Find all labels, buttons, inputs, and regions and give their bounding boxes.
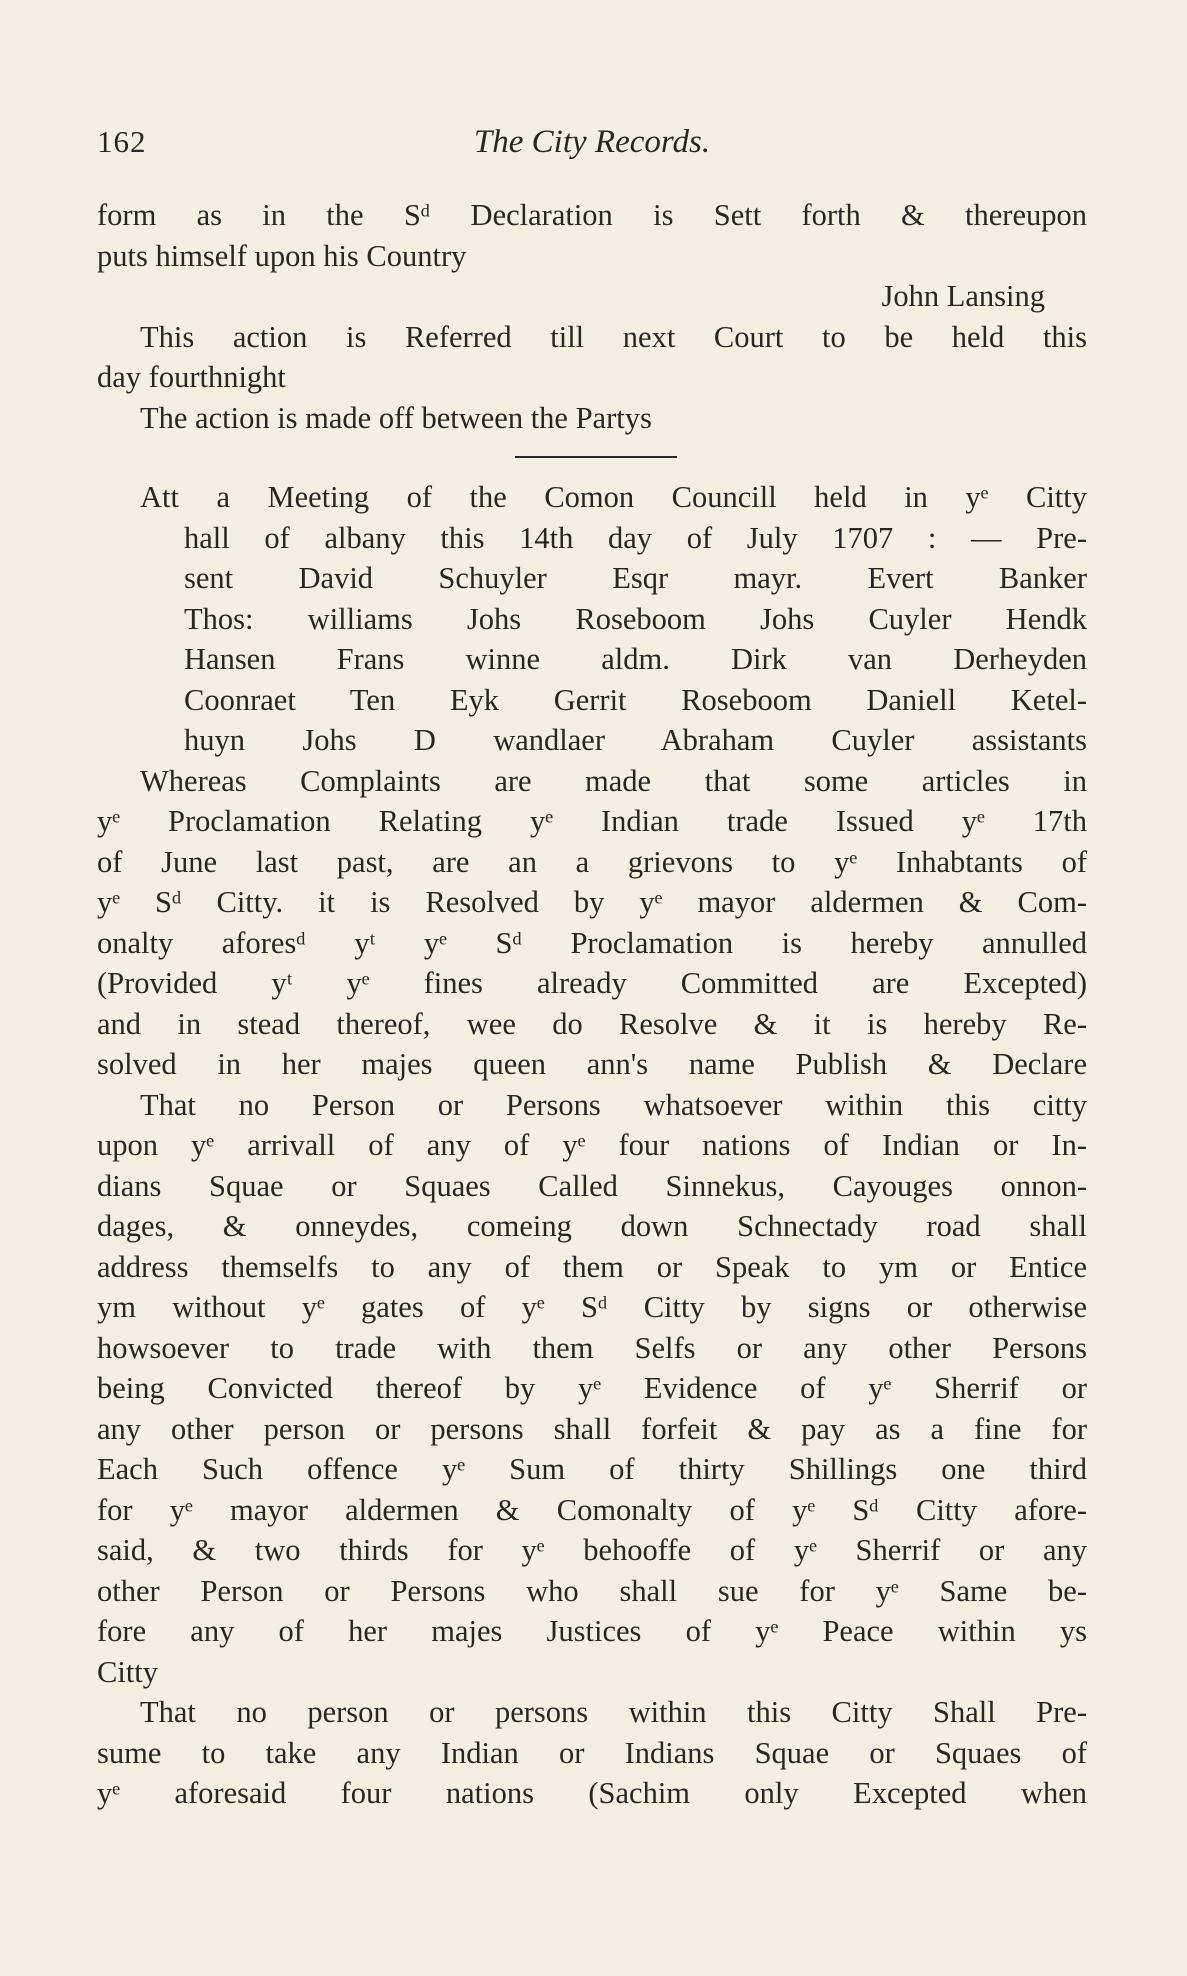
signature-line: John Lansing xyxy=(881,279,1045,313)
text-line: That no Person or Persons whatsoever within this citty xyxy=(140,1087,1087,1122)
text-line: yᵉ Sᵈ Citty. it is Resolved by yᵉ mayor aldermen & Com- xyxy=(97,885,1087,919)
text-line: any other person or persons shall forfeit & pay as a fine for xyxy=(97,1411,1087,1446)
text-line: puts himself upon his Country xyxy=(97,238,467,273)
text-line: address themselfs to any of them or Speak to ym or Entice xyxy=(97,1249,1087,1284)
text-line: Each Such offence yᵉ Sum of thirty Shillings one third xyxy=(97,1452,1087,1486)
text-line: form as in the Sᵈ Declaration is Sett forth & thereupon xyxy=(97,198,1087,232)
text-line: The action is made off between the Partys xyxy=(140,400,652,435)
text-line: ym without yᵉ gates of yᵉ Sᵈ Citty by signs or otherwise xyxy=(97,1290,1087,1324)
text-line: of June last past, are an a grievons to yᵉ Inhabtants of xyxy=(97,844,1087,879)
text-line: other Person or Persons who shall sue for yᵉ Same be- xyxy=(97,1573,1087,1608)
text-line: yᵉ Proclamation Relating yᵉ Indian trade Issued yᵉ 17th xyxy=(97,804,1087,838)
text-line: Citty xyxy=(97,1654,159,1689)
text-line: dages, & onneydes, comeing down Schnectady road shall xyxy=(97,1209,1087,1243)
text-line: That no person or persons within this Citty Shall Pre- xyxy=(140,1695,1087,1729)
running-title: The City Records. xyxy=(473,124,711,160)
text-line: Hansen Frans winne aldm. Dirk van Derheyden xyxy=(184,642,1087,676)
text-line: (Provided yᵗ yᵉ fines already Committed are Excepted) xyxy=(97,966,1087,1000)
text-line: hall of albany this 14th day of July 1707 : — Pre- xyxy=(184,520,1087,555)
text-line: and in stead thereof, wee do Resolve & it is hereby Re- xyxy=(97,1006,1087,1041)
text-line: Coonraet Ten Eyk Gerrit Roseboom Daniell Ketel- xyxy=(184,682,1087,717)
court-entry xyxy=(97,195,1087,438)
text-line: Att a Meeting of the Comon Councill held in yᵉ Citty xyxy=(140,480,1087,514)
text-line: sume to take any Indian or Indians Squae or Squaes of xyxy=(97,1735,1087,1770)
text-line: solved in her majes queen ann's name Publish & Declare xyxy=(97,1047,1087,1081)
text-line: dians Squae or Squaes Called Sinnekus, Cayouges onnon- xyxy=(97,1168,1087,1203)
council-minutes xyxy=(97,477,1087,1814)
text-line: sent David Schuyler Esqr mayr. Evert Banker xyxy=(184,561,1087,595)
page-number: 162 xyxy=(97,124,147,159)
text-line: being Convicted thereof by yᵉ Evidence of yᵉ Sherrif or xyxy=(97,1371,1087,1405)
text-line: huyn Johs D wandlaer Abraham Cuyler assistants xyxy=(184,723,1087,757)
text-line: upon yᵉ arrivall of any of yᵉ four nations of Indian or In- xyxy=(97,1128,1087,1162)
text-line: yᵉ aforesaid four nations (Sachim only Excepted when xyxy=(97,1776,1087,1810)
text-line: fore any of her majes Justices of yᵉ Peace within ys xyxy=(97,1614,1087,1648)
page-header xyxy=(97,124,1087,174)
text-line: onalty aforesᵈ yᵗ yᵉ Sᵈ Proclamation is hereby annulled xyxy=(97,925,1087,960)
text-line: said, & two thirds for yᵉ behooffe of yᵉ Sherrif or any xyxy=(97,1533,1087,1567)
text-line: day fourthnight xyxy=(97,360,286,394)
text-line: This action is Referred till next Court to be held this xyxy=(140,319,1087,354)
text-line: howsoever to trade with them Selfs or any other Persons xyxy=(97,1330,1087,1365)
section-divider xyxy=(515,456,677,458)
text-line: Whereas Complaints are made that some articles in xyxy=(140,763,1087,798)
text-line: Thos: williams Johs Roseboom Johs Cuyler Hendk xyxy=(184,601,1087,636)
text-line: for yᵉ mayor aldermen & Comonalty of yᵉ Sᵈ Citty afore- xyxy=(97,1492,1087,1527)
